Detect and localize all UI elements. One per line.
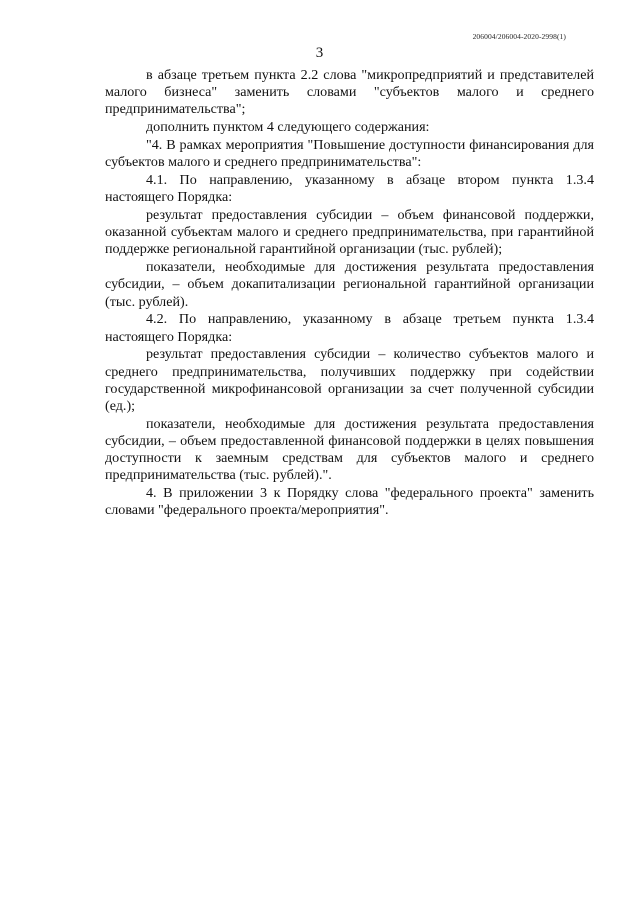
paragraph-1: в абзаце третьем пункта 2.2 слова "микропредприятий и представителей малого бизнеса" заменить словами "субъектов малого и среднего предпринимательства"; xyxy=(105,67,594,118)
document-id: 206004/206004-2020-2998(1) xyxy=(472,32,566,41)
page-number: 3 xyxy=(315,45,324,61)
paragraph-5: результат предоставления субсидии – объем финансовой поддержки, оказанной субъектам малого и среднего предпринимательства, при гарантийной поддержке региональной гарантийной организации (тыс. рублей); xyxy=(105,207,594,258)
paragraph-7: 4.2. По направлению, указанному в абзаце третьем пункта 1.3.4 настоящего Порядка: xyxy=(105,311,594,345)
paragraph-3: "4. В рамках мероприятия "Повышение доступности финансирования для субъектов малого и среднего предпринимательства": xyxy=(105,137,594,171)
paragraph-4: 4.1. По направлению, указанному в абзаце втором пункта 1.3.4 настоящего Порядка: xyxy=(105,172,594,206)
paragraph-2: дополнить пунктом 4 следующего содержания: xyxy=(146,119,430,136)
paragraph-6: показатели, необходимые для достижения результата предоставления субсидии, – объем докапитализации региональной гарантийной организации (тыс. рублей). xyxy=(105,259,594,310)
paragraph-8: результат предоставления субсидии – количество субъектов малого и среднего предпринимательства, получивших поддержку при содействии государственной микрофинансовой организации за счет полученной субсидии (ед.); xyxy=(105,346,594,415)
paragraph-9: показатели, необходимые для достижения результата предоставления субсидии, – объем предоставленной финансовой поддержки в целях повышения доступности к заемным средствам для субъектов малого и среднего предпринимательства (тыс. рублей).". xyxy=(105,415,594,484)
paragraph-10: 4. В приложении 3 к Порядку слова "федерального проекта" заменить словами "федерального проекта/мероприятия". xyxy=(105,485,594,519)
document-body xyxy=(105,67,594,520)
